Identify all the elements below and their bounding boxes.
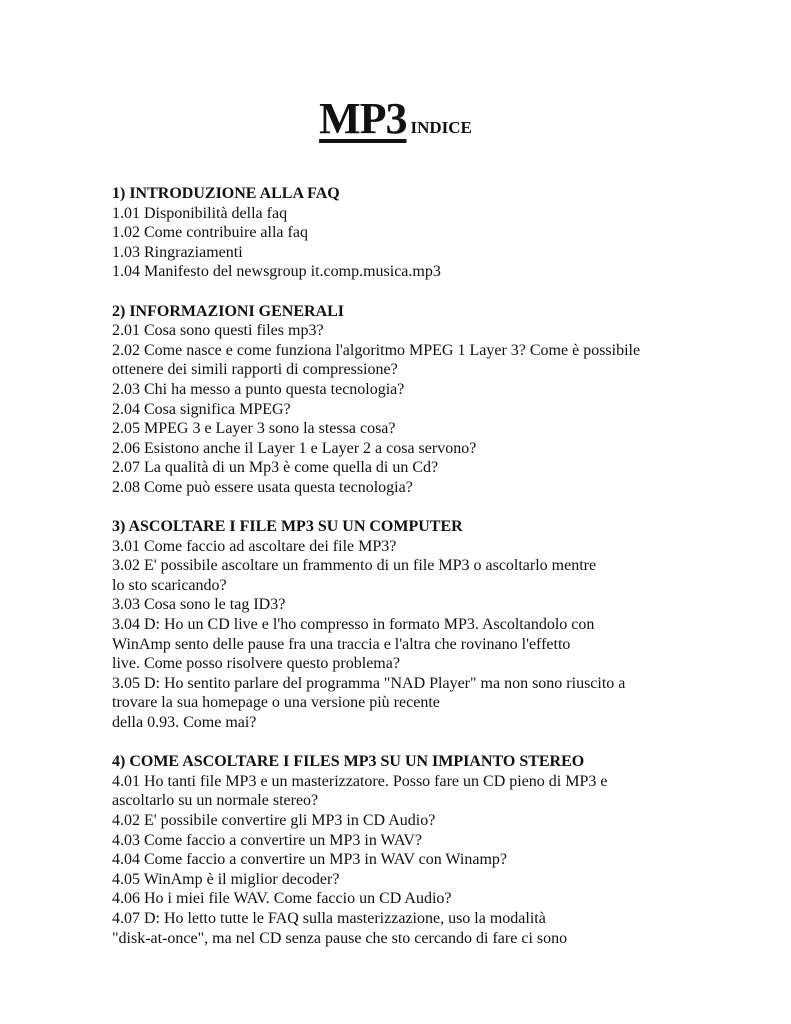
toc-entry: 1.04 Manifesto del newsgroup it.comp.musica.mp3 bbox=[112, 263, 441, 281]
toc-entry: 4.06 Ho i miei file WAV. Come faccio un CD Audio? bbox=[112, 890, 452, 908]
toc-entry: 1.01 Disponibilità della faq bbox=[112, 204, 288, 222]
toc-entry: 2.07 La qualità di un Mp3 è come quella di un Cd? bbox=[112, 459, 439, 477]
toc-entry: 4.07 D: Ho letto tutte le FAQ sulla masterizzazione, uso la modalità "disk-at-once", ma nel CD senza pause che sto cercando di fare ci sono bbox=[112, 909, 568, 947]
toc-entry: 3.01 Come faccio ad ascoltare dei file MP3? bbox=[112, 537, 397, 555]
toc-entry: 2.03 Chi ha messo a punto questa tecnologia? bbox=[112, 380, 405, 398]
toc-entry: 2.08 Come può essere usata questa tecnologia? bbox=[112, 478, 413, 496]
section-ascoltare-computer bbox=[112, 517, 692, 733]
toc-entry: 4.04 Come faccio a convertire un MP3 in WAV con Winamp? bbox=[112, 851, 507, 869]
toc-entry: 3.03 Cosa sono le tag ID3? bbox=[112, 596, 286, 614]
toc-entry: 2.04 Cosa significa MPEG? bbox=[112, 400, 291, 418]
section-heading: 1) INTRODUZIONE ALLA FAQ bbox=[112, 185, 340, 202]
toc-entry: 2.06 Esistono anche il Layer 1 e Layer 2 a cosa servono? bbox=[112, 439, 477, 457]
section-introduzione bbox=[112, 184, 692, 282]
section-impianto-stereo bbox=[112, 752, 692, 948]
toc-entry: 2.01 Cosa sono questi files mp3? bbox=[112, 322, 324, 340]
title-sub: INDICE bbox=[410, 118, 472, 137]
toc-entry: 4.05 WinAmp è il miglior decoder? bbox=[112, 870, 340, 888]
toc-entry: 3.05 D: Ho sentito parlare del programma "NAD Player" ma non sono riuscito a trovare la sua homepage o una versione più recente della 0.93. Come mai? bbox=[112, 674, 626, 732]
document-title bbox=[0, 93, 791, 144]
section-heading: 3) ASCOLTARE I FILE MP3 SU UN COMPUTER bbox=[112, 518, 463, 536]
toc-entry: 1.03 Ringraziamenti bbox=[112, 243, 243, 261]
section-informazioni-generali bbox=[112, 302, 692, 498]
toc-entry: 2.02 Come nasce e come funziona l'algoritmo MPEG 1 Layer 3? Come è possibile ottenere dei simili rapporti di compressione? bbox=[112, 341, 641, 379]
title-main: MP3 bbox=[319, 94, 407, 143]
toc-entry: 3.04 D: Ho un CD live e l'ho compresso in formato MP3. Ascoltandolo con WinAmp sento delle pause fra una traccia e l'altra che rovinano l'effetto live. Come posso risolvere questo problema? bbox=[112, 616, 595, 673]
toc-entry: 4.01 Ho tanti file MP3 e un masterizzatore. Posso fare un CD pieno di MP3 e ascoltarlo su un normale stereo? bbox=[112, 772, 608, 810]
toc-entry: 4.02 E' possibile convertire gli MP3 in CD Audio? bbox=[112, 812, 436, 829]
toc-entry: 3.02 E' possibile ascoltare un frammento di un file MP3 o ascoltarlo mentre lo sto scaricando? bbox=[112, 557, 597, 594]
table-of-contents bbox=[112, 184, 692, 968]
toc-entry: 2.05 MPEG 3 e Layer 3 sono la stessa cosa? bbox=[112, 420, 396, 438]
section-heading: 4) COME ASCOLTARE I FILES MP3 SU UN IMPIANTO STEREO bbox=[112, 753, 585, 771]
section-heading: 2) INFORMAZIONI GENERALI bbox=[112, 302, 345, 320]
toc-entry: 4.03 Come faccio a convertire un MP3 in WAV? bbox=[112, 831, 423, 849]
toc-entry: 1.02 Come contribuire alla faq bbox=[112, 224, 308, 242]
